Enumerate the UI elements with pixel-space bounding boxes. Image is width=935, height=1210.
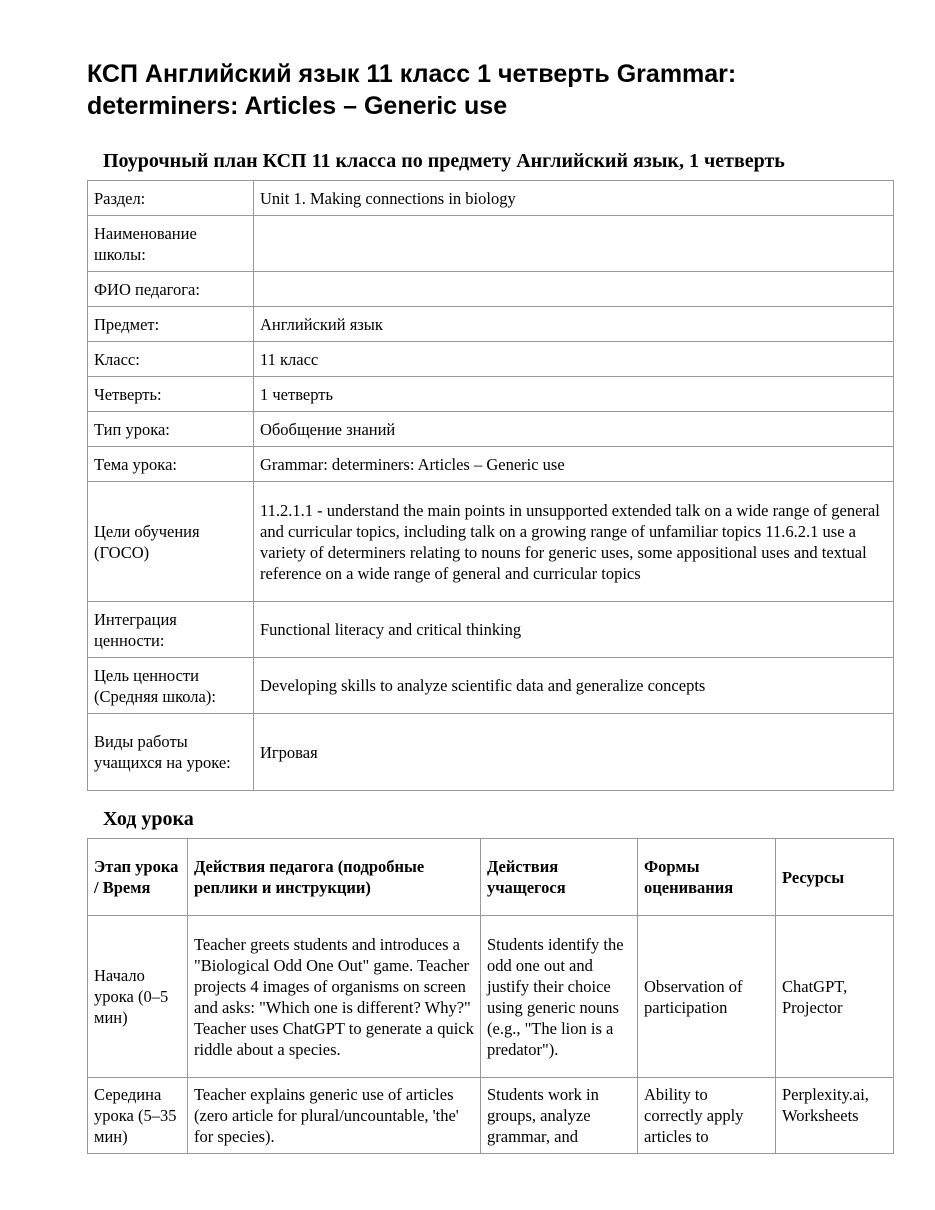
info-label: Раздел:: [88, 181, 254, 216]
teacher-actions-cell: Teacher greets students and introduces a "Biological Odd One Out" game. Teacher projects 4 images of organisms on screen and asks: "Which one is different? Why?" Teacher uses ChatGPT to generate a quick riddle about a species.: [188, 916, 481, 1078]
info-value: Игровая: [254, 714, 894, 791]
info-row-section: [88, 181, 894, 216]
info-row-value-goal: [88, 658, 894, 714]
info-row-quarter: [88, 377, 894, 412]
info-label: Тема урока:: [88, 447, 254, 482]
resources-cell: Perplexity.ai, Worksheets: [776, 1078, 894, 1154]
info-label: ФИО педагога:: [88, 272, 254, 307]
info-label: Виды работы учащихся на уроке:: [88, 714, 254, 791]
column-header-stage: Этап урока / Время: [88, 839, 188, 916]
column-header-teacher-actions: Действия педагога (подробные реплики и инструкции): [188, 839, 481, 916]
info-label: Интеграция ценности:: [88, 602, 254, 658]
assessment-cell: Ability to correctly apply articles to: [638, 1078, 776, 1154]
table-row: [88, 1078, 894, 1154]
lesson-header-row: [88, 839, 894, 916]
lesson-info-table: [87, 180, 894, 791]
info-row-lesson-type: [88, 412, 894, 447]
student-actions-cell: Students identify the odd one out and justify their choice using generic nouns (e.g., "The lion is a predator").: [481, 916, 638, 1078]
resources-cell: ChatGPT, Projector: [776, 916, 894, 1078]
info-row-teacher: [88, 272, 894, 307]
info-row-work-types: [88, 714, 894, 791]
info-value: [254, 272, 894, 307]
info-label: Тип урока:: [88, 412, 254, 447]
stage-cell: Середина урока (5–35 мин): [88, 1078, 188, 1154]
info-label: Класс:: [88, 342, 254, 377]
info-row-school: [88, 216, 894, 272]
info-row-learning-goals: [88, 482, 894, 602]
teacher-actions-cell: Teacher explains generic use of articles (zero article for plural/uncountable, 'the' for species).: [188, 1078, 481, 1154]
info-row-grade: [88, 342, 894, 377]
info-label: Четверть:: [88, 377, 254, 412]
info-value: Developing skills to analyze scientific data and generalize concepts: [254, 658, 894, 714]
column-header-student-actions: Действия учащегося: [481, 839, 638, 916]
info-row-value-integration: [88, 602, 894, 658]
info-value: 11.2.1.1 - understand the main points in unsupported extended talk on a wide range of general and curricular topics, including talk on a growing range of unfamiliar topics 11.6.2.1 use a variety of determiners relating to nouns for generic uses, some appositional uses and textual reference on a wide range of general and curricular topics: [254, 482, 894, 602]
info-row-subject: [88, 307, 894, 342]
info-value: [254, 216, 894, 272]
student-actions-cell: Students work in groups, analyze grammar, and: [481, 1078, 638, 1154]
column-header-assessment: Формы оценивания: [638, 839, 776, 916]
info-value: Английский язык: [254, 307, 894, 342]
assessment-cell: Observation of participation: [638, 916, 776, 1078]
document-title: КСП Английский язык 11 класс 1 четверть Grammar: determiners: Articles – Generic use: [87, 60, 737, 120]
info-label: Наименование школы:: [88, 216, 254, 272]
column-header-resources: Ресурсы: [776, 839, 894, 916]
info-value: 11 класс: [254, 342, 894, 377]
table-row: [88, 916, 894, 1078]
info-value: 1 четверть: [254, 377, 894, 412]
document-page: [87, 58, 893, 1154]
plan-heading: Поурочный план КСП 11 класса по предмету Английский язык, 1 четверть: [103, 150, 785, 172]
info-value: Обобщение знаний: [254, 412, 894, 447]
lesson-heading: Ход урока: [103, 808, 194, 830]
info-value: Functional literacy and critical thinking: [254, 602, 894, 658]
info-label: Цель ценности (Средняя школа):: [88, 658, 254, 714]
info-value: Grammar: determiners: Articles – Generic use: [254, 447, 894, 482]
info-label: Цели обучения (ГОСО): [88, 482, 254, 602]
stage-cell: Начало урока (0–5 мин): [88, 916, 188, 1078]
lesson-progress-table: [87, 838, 894, 1154]
info-value: Unit 1. Making connections in biology: [254, 181, 894, 216]
info-row-topic: [88, 447, 894, 482]
info-label: Предмет:: [88, 307, 254, 342]
